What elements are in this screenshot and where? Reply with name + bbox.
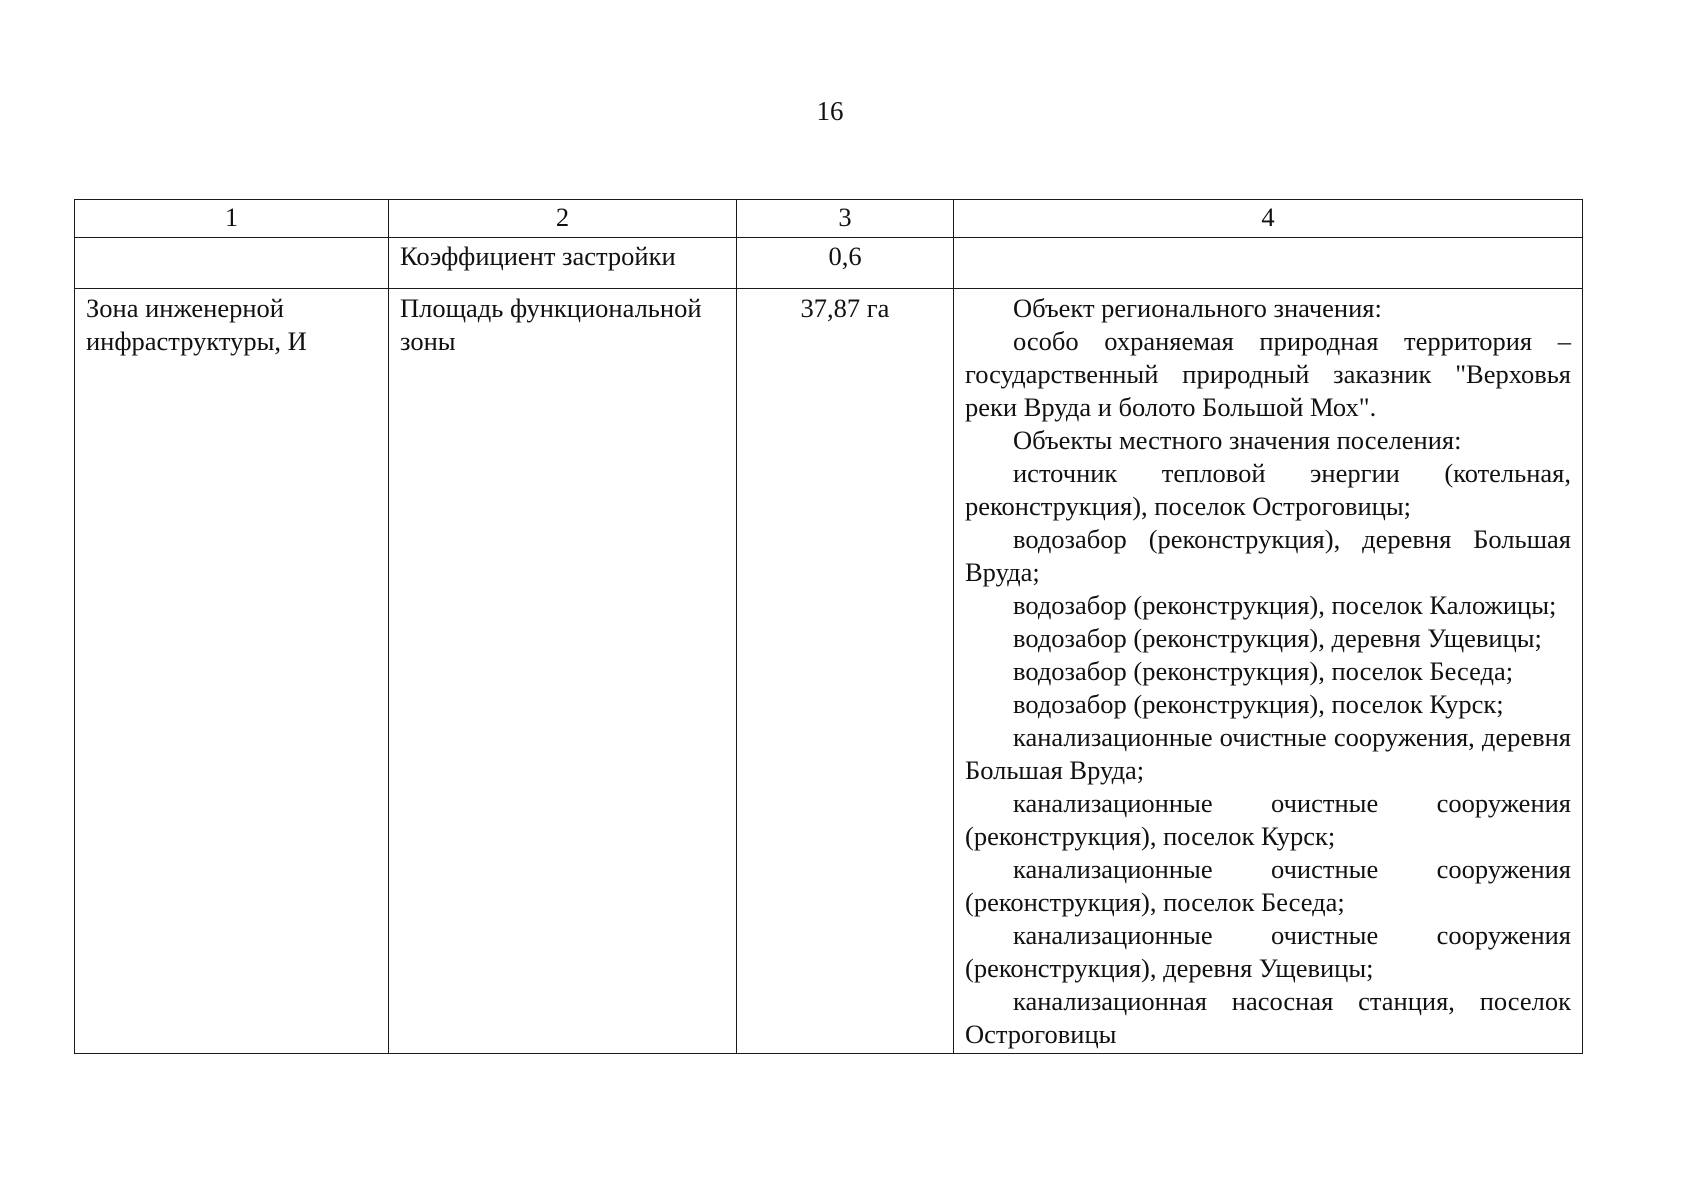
parameter-cell: Коэффициент застройки bbox=[389, 238, 737, 289]
description-paragraph: водозабор (реконструкция), деревня Ущевицы; bbox=[1013, 623, 1542, 653]
description-paragraph: особо охраняемая природная территория – государственный природный заказник "Верховья реки Вруда и болото Большой Мох". bbox=[965, 326, 1571, 422]
column-number-1: 1 bbox=[75, 200, 389, 238]
description-cell bbox=[954, 289, 1583, 1054]
description-paragraph: Объект регионального значения: bbox=[1013, 293, 1382, 323]
description-paragraph: водозабор (реконструкция), поселок Беседа; bbox=[1013, 656, 1514, 686]
description-paragraph: канализационные очистные сооружения (реконструкция), деревня Ущевицы; bbox=[965, 920, 1571, 983]
table-row bbox=[75, 289, 1583, 1054]
description-paragraph: канализационные очистные сооружения (реконструкция), поселок Курск; bbox=[965, 788, 1571, 851]
description-paragraph: водозабор (реконструкция), деревня Большая Вруда; bbox=[965, 524, 1571, 587]
description-paragraph: водозабор (реконструкция), поселок Курск; bbox=[1013, 689, 1504, 719]
page-number: 16 bbox=[816, 96, 844, 126]
description-cell bbox=[954, 238, 1583, 289]
value-cell: 0,6 bbox=[737, 238, 954, 289]
description-paragraph: канализационные очистные сооружения (реконструкция), поселок Беседа; bbox=[965, 854, 1571, 917]
description-paragraph: Объекты местного значения поселения: bbox=[1013, 425, 1462, 455]
column-number-4: 4 bbox=[954, 200, 1583, 238]
column-number-2: 2 bbox=[389, 200, 737, 238]
parameter-cell: Площадь функциональной зоны bbox=[389, 289, 737, 1054]
description-paragraph: источник тепловой энергии (котельная, реконструкция), поселок Остроговицы; bbox=[965, 458, 1571, 521]
zone-name-cell: Зона инженерной инфраструктуры, И bbox=[75, 289, 389, 1054]
column-number-3: 3 bbox=[737, 200, 954, 238]
zones-table bbox=[74, 199, 1583, 1054]
description-paragraph: канализационные очистные сооружения, деревня Большая Вруда; bbox=[965, 722, 1571, 785]
zone-name-cell bbox=[75, 238, 389, 289]
value-cell: 37,87 га bbox=[737, 289, 954, 1054]
table-header-row bbox=[75, 200, 1583, 238]
description-paragraph: водозабор (реконструкция), поселок Каложицы; bbox=[1013, 590, 1557, 620]
description-paragraph: канализационная насосная станция, поселок Остроговицы bbox=[965, 986, 1571, 1049]
table-row bbox=[75, 238, 1583, 289]
